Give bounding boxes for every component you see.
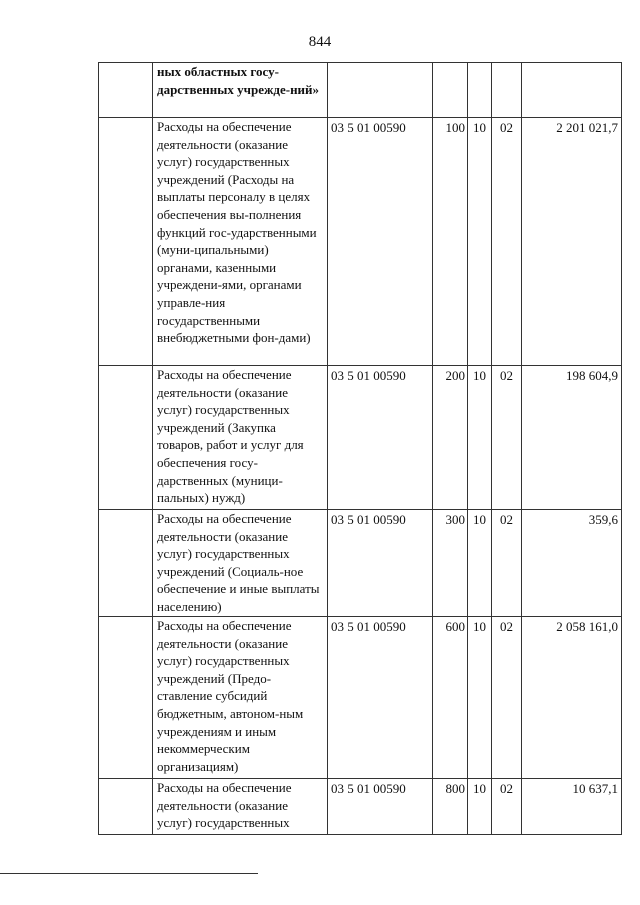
page-number: 844 bbox=[308, 34, 332, 50]
table-cell-amount: 198 604,9 bbox=[522, 366, 622, 510]
budget-table bbox=[98, 62, 622, 835]
table-cell-subsection: 02 bbox=[492, 366, 522, 510]
table-cell-code: 03 5 01 00590 bbox=[328, 617, 433, 779]
table-cell-section: 10 bbox=[468, 617, 492, 779]
table-cell-name: Расходы на обеспечение деятельности (оказание услуг) государственных bbox=[153, 779, 328, 835]
table-cell-type bbox=[433, 63, 468, 118]
footnote-divider bbox=[0, 873, 258, 874]
table-cell-code: 03 5 01 00590 bbox=[328, 366, 433, 510]
table-cell-empty bbox=[99, 617, 153, 779]
table-cell-code: 03 5 01 00590 bbox=[328, 779, 433, 835]
table-cell-section: 10 bbox=[468, 510, 492, 617]
table-cell-empty bbox=[99, 366, 153, 510]
table-cell-name: ных областных госу-дарственных учрежде-ний» bbox=[153, 63, 328, 118]
table-row bbox=[99, 63, 622, 118]
table-cell-code: 03 5 01 00590 bbox=[328, 510, 433, 617]
table-cell-subsection: 02 bbox=[492, 617, 522, 779]
table-cell-subsection bbox=[492, 63, 522, 118]
table-cell-type: 600 bbox=[433, 617, 468, 779]
table-cell-section: 10 bbox=[468, 366, 492, 510]
table-row bbox=[99, 118, 622, 366]
table-row bbox=[99, 510, 622, 617]
table-cell-type: 800 bbox=[433, 779, 468, 835]
table-cell-subsection: 02 bbox=[492, 118, 522, 366]
table-cell-amount: 2 201 021,7 bbox=[522, 118, 622, 366]
table-row bbox=[99, 617, 622, 779]
table-cell-empty bbox=[99, 510, 153, 617]
table-cell-name: Расходы на обеспечение деятельности (оказание услуг) государственных учреждений (Социаль-ное обеспечение и иные выплаты населению) bbox=[153, 510, 328, 617]
table-cell-empty bbox=[99, 779, 153, 835]
table-cell-code: 03 5 01 00590 bbox=[328, 118, 433, 366]
table-cell-name: Расходы на обеспечение деятельности (оказание услуг) государственных учреждений (Расходы на выплаты персоналу в целях обеспечения вы-полнения функций гос-ударственными (муни-ципальными) органами, казенными учреждени-ями, органами управле-ния государственными внебюджетными фон-дами) bbox=[153, 118, 328, 366]
table-cell-subsection: 02 bbox=[492, 510, 522, 617]
table-cell-type: 300 bbox=[433, 510, 468, 617]
table-cell-type: 200 bbox=[433, 366, 468, 510]
table-cell-name: Расходы на обеспечение деятельности (оказание услуг) государственных учреждений (Предо-ставление субсидий бюджетным, автоном-ным учреждениям и иным некоммерческим организациям) bbox=[153, 617, 328, 779]
table-cell-name: Расходы на обеспечение деятельности (оказание услуг) государственных учреждений (Закупка товаров, работ и услуг для обеспечения госу-дарственных (муници-пальных) нужд) bbox=[153, 366, 328, 510]
table-row bbox=[99, 779, 622, 835]
table-cell-amount: 2 058 161,0 bbox=[522, 617, 622, 779]
table-cell-section: 10 bbox=[468, 118, 492, 366]
table-cell-section bbox=[468, 63, 492, 118]
table-cell-amount: 359,6 bbox=[522, 510, 622, 617]
table-cell-amount: 10 637,1 bbox=[522, 779, 622, 835]
table-row bbox=[99, 366, 622, 510]
table-cell-type: 100 bbox=[433, 118, 468, 366]
table-cell-empty bbox=[99, 63, 153, 118]
table-cell-empty bbox=[99, 118, 153, 366]
table-cell-subsection: 02 bbox=[492, 779, 522, 835]
table-cell-amount bbox=[522, 63, 622, 118]
table-cell-section: 10 bbox=[468, 779, 492, 835]
table-cell-code bbox=[328, 63, 433, 118]
